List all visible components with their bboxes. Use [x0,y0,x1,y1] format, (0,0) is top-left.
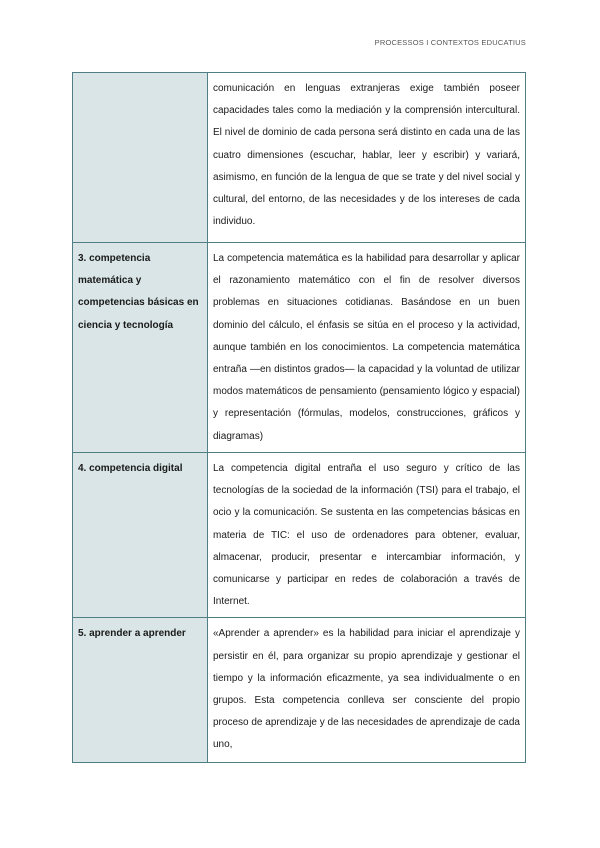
row-description-cell: La competencia digital entraña el uso seguro y crítico de las tecnologías de la sociedad de la información (TSI) para el trabajo, el ocio y la comunicación. Se sustenta en las competencias básicas en materia de TIC: el uso de ordenadores para obtener, evaluar, almacenar, producir, presentar e intercambiar información, y comunicarse y participar en redes de colaboración a través de Internet. [208,453,526,618]
row-description-cell: La competencia matemática es la habilidad para desarrollar y aplicar el razonamiento matemático con el fin de resolver diversos problemas en situaciones cotidianas. Basándose en un buen dominio del cálculo, el énfasis se sitúa en el proceso y la actividad, aunque también en los conocimientos. La competencia matemática entraña —en distintos grados— la capacidad y la voluntad de utilizar modos matemáticos de pensamiento (pensamiento lógico y espacial) y representación (fórmulas, modelos, construcciones, gráficos y diagramas) [208,243,526,453]
row-label-cell: 3. competencia matemática y competencias básicas en ciencia y tecnología [73,243,208,453]
table-row [73,453,526,618]
table-row [73,618,526,763]
row-label-cell: 5. aprender a aprender [73,618,208,763]
row-label-cell [73,73,208,243]
competencies-table [72,72,526,763]
row-description-cell: «Aprender a aprender» es la habilidad para iniciar el aprendizaje y persistir en él, para organizar su propio aprendizaje y gestionar el tiempo y la información eficazmente, ya sea individualmente o en grupos. Esta competencia conlleva ser consciente del propio proceso de aprendizaje y de las necesidades de aprendizaje de cada uno, [208,618,526,763]
table-row [73,243,526,453]
row-description-cell: comunicación en lenguas extranjeras exige también poseer capacidades tales como la mediación y la comprensión intercultural. El nivel de dominio de cada persona será distinto en cada una de las cuatro dimensiones (escuchar, hablar, leer y escribir) y variará, asimismo, en función de la lengua de que se trate y del nivel social y cultural, del entorno, de las necesidades y de los intereses de cada individuo. [208,73,526,243]
row-label-cell: 4. competencia digital [73,453,208,618]
running-header: PROCESSOS I CONTEXTOS EDUCATIUS [374,38,526,47]
table-row [73,73,526,243]
